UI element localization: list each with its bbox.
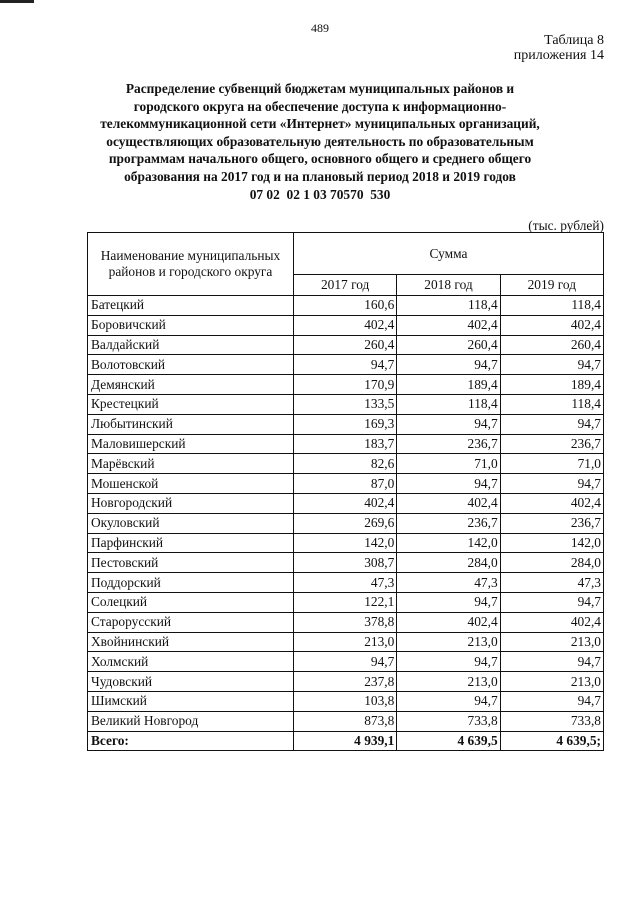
district-name-cell: Любытинский (88, 414, 294, 434)
scan-corner-mark (0, 0, 34, 3)
table-ref-line: Таблица 8 (544, 33, 604, 48)
value-2019-cell: 284,0 (500, 553, 603, 573)
value-2019-cell: 142,0 (500, 533, 603, 553)
district-name-cell: Батецкий (88, 296, 294, 316)
title-line: осуществляющих образовательную деятельность по образовательным (106, 133, 534, 149)
table-row (88, 335, 604, 355)
table-row (88, 375, 604, 395)
value-2017-cell: 133,5 (294, 394, 397, 414)
budget-code: 07 02 02 1 03 70570 530 (249, 186, 391, 202)
value-2019-cell: 94,7 (500, 592, 603, 612)
table-row (88, 711, 604, 731)
title-line: программам начального общего, основного общего и среднего общего (108, 151, 532, 167)
value-2018-cell: 213,0 (397, 672, 500, 692)
table-row (88, 493, 604, 513)
column-header-sum: Сумма (294, 233, 604, 275)
value-2019-cell: 213,0 (500, 632, 603, 652)
total-row (88, 731, 604, 751)
value-2017-cell: 269,6 (294, 513, 397, 533)
value-2018-cell: 213,0 (397, 632, 500, 652)
value-2018-cell: 402,4 (397, 493, 500, 513)
district-name-cell: Волотовский (88, 355, 294, 375)
value-2018-cell: 118,4 (397, 296, 500, 316)
value-2018-cell: 94,7 (397, 592, 500, 612)
district-name-cell: Окуловский (88, 513, 294, 533)
table-body (88, 296, 604, 751)
value-2019-cell: 236,7 (500, 434, 603, 454)
district-name-cell: Боровичский (88, 315, 294, 335)
table-row (88, 414, 604, 434)
district-name-cell: Парфинский (88, 533, 294, 553)
table-row (88, 553, 604, 573)
value-2017-cell: 237,8 (294, 672, 397, 692)
table-row (88, 315, 604, 335)
value-2018-cell: 189,4 (397, 375, 500, 395)
subsidy-table (87, 232, 604, 751)
table-row (88, 394, 604, 414)
table-row (88, 533, 604, 553)
value-2018-cell: 118,4 (397, 394, 500, 414)
district-name-cell: Чудовский (88, 672, 294, 692)
value-2019-cell: 94,7 (500, 691, 603, 711)
district-name-cell: Шимский (88, 691, 294, 711)
table-reference (514, 33, 604, 63)
value-2017-cell: 160,6 (294, 296, 397, 316)
value-2019-cell: 94,7 (500, 652, 603, 672)
table-row (88, 573, 604, 593)
value-2019-cell: 94,7 (500, 474, 603, 494)
table-row (88, 355, 604, 375)
table-row (88, 691, 604, 711)
value-2018-cell: 94,7 (397, 652, 500, 672)
value-2018-cell: 71,0 (397, 454, 500, 474)
value-2019-cell: 189,4 (500, 375, 603, 395)
value-2019-cell: 402,4 (500, 315, 603, 335)
title-line: телекоммуникационной сети «Интернет» муниципальных организаций, (100, 116, 540, 132)
value-2017-cell: 103,8 (294, 691, 397, 711)
value-2018-cell: 733,8 (397, 711, 500, 731)
value-2017-cell: 4 939,1 (294, 731, 397, 751)
value-2019-cell: 47,3 (500, 573, 603, 593)
district-name-cell: Валдайский (88, 335, 294, 355)
table-row (88, 612, 604, 632)
value-2019-cell: 4 639,5; (500, 731, 603, 751)
value-2019-cell: 402,4 (500, 612, 603, 632)
table-row (88, 513, 604, 533)
column-header-2017: 2017 год (294, 275, 397, 296)
value-2019-cell: 94,7 (500, 355, 603, 375)
column-header-2018: 2018 год (397, 275, 500, 296)
value-2017-cell: 82,6 (294, 454, 397, 474)
value-2019-cell: 94,7 (500, 414, 603, 434)
value-2018-cell: 284,0 (397, 553, 500, 573)
district-name-cell: Пестовский (88, 553, 294, 573)
table-ref-line: приложения 14 (513, 48, 604, 63)
title-line: образования на 2017 год и на плановый период 2018 и 2019 годов (124, 168, 516, 184)
value-2019-cell: 236,7 (500, 513, 603, 533)
district-name-cell: Всего: (88, 731, 294, 751)
value-2019-cell: 118,4 (500, 296, 603, 316)
value-2018-cell: 402,4 (397, 315, 500, 335)
page-number: 489 (311, 21, 329, 35)
value-2017-cell: 260,4 (294, 335, 397, 355)
table-row (88, 434, 604, 454)
value-2018-cell: 4 639,5 (397, 731, 500, 751)
value-2017-cell: 47,3 (294, 573, 397, 593)
value-2017-cell: 94,7 (294, 652, 397, 672)
title-line: Распределение субвенций бюджетам муниципальных районов и (125, 81, 515, 96)
column-header-2019: 2019 год (500, 275, 603, 296)
table-row (88, 474, 604, 494)
value-2017-cell: 87,0 (294, 474, 397, 494)
value-2017-cell: 169,3 (294, 414, 397, 434)
district-name-cell: Маловишерский (88, 434, 294, 454)
district-name-cell: Солецкий (88, 592, 294, 612)
value-2019-cell: 71,0 (500, 454, 603, 474)
value-2017-cell: 94,7 (294, 355, 397, 375)
value-2018-cell: 402,4 (397, 612, 500, 632)
value-2018-cell: 94,7 (397, 414, 500, 434)
district-name-cell: Новгородский (88, 493, 294, 513)
units-label: (тыс. рублей) (528, 218, 604, 233)
value-2017-cell: 402,4 (294, 315, 397, 335)
value-2017-cell: 873,8 (294, 711, 397, 731)
district-name-cell: Старорусский (88, 612, 294, 632)
value-2017-cell: 378,8 (294, 612, 397, 632)
district-name-cell: Мошенской (88, 474, 294, 494)
value-2017-cell: 170,9 (294, 375, 397, 395)
value-2019-cell: 118,4 (500, 394, 603, 414)
table-row (88, 454, 604, 474)
district-name-cell: Поддорский (88, 573, 294, 593)
value-2019-cell: 260,4 (500, 335, 603, 355)
district-name-cell: Хвойнинский (88, 632, 294, 652)
district-name-cell: Демянский (88, 375, 294, 395)
title-line: городского округа на обеспечение доступа к информационно- (133, 98, 507, 114)
value-2018-cell: 260,4 (397, 335, 500, 355)
table-row (88, 296, 604, 316)
value-2018-cell: 142,0 (397, 533, 500, 553)
value-2018-cell: 94,7 (397, 474, 500, 494)
table-row (88, 592, 604, 612)
value-2018-cell: 236,7 (397, 434, 500, 454)
value-2018-cell: 94,7 (397, 691, 500, 711)
value-2019-cell: 402,4 (500, 493, 603, 513)
value-2017-cell: 142,0 (294, 533, 397, 553)
district-name-cell: Великий Новгород (88, 711, 294, 731)
table-row (88, 632, 604, 652)
value-2018-cell: 94,7 (397, 355, 500, 375)
value-2017-cell: 122,1 (294, 592, 397, 612)
column-header-name: Наименование муниципальных районов и городского округа (88, 233, 294, 296)
district-name-cell: Крестецкий (88, 394, 294, 414)
value-2019-cell: 213,0 (500, 672, 603, 692)
value-2019-cell: 733,8 (500, 711, 603, 731)
document-title (80, 80, 560, 203)
district-name-cell: Марёвский (88, 454, 294, 474)
value-2018-cell: 236,7 (397, 513, 500, 533)
value-2017-cell: 402,4 (294, 493, 397, 513)
district-name-cell: Холмский (88, 652, 294, 672)
value-2017-cell: 183,7 (294, 434, 397, 454)
value-2018-cell: 47,3 (397, 573, 500, 593)
table-row (88, 672, 604, 692)
table-row (88, 652, 604, 672)
value-2017-cell: 308,7 (294, 553, 397, 573)
value-2017-cell: 213,0 (294, 632, 397, 652)
